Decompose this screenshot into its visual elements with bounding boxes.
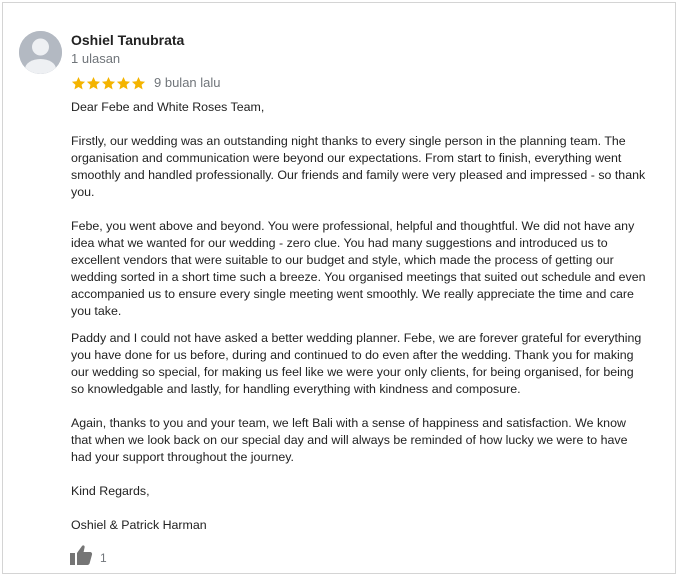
default-user-avatar-icon — [19, 31, 62, 74]
review-line: Firstly, our wedding was an outstanding night thanks to every single person in the planning team. The — [71, 134, 626, 148]
star-icon — [86, 76, 101, 91]
review-paragraph — [71, 330, 671, 398]
review-line: our wedding so special, for making us feel like we were your only clients, for being organised, for being — [71, 365, 634, 379]
thumbs-up-icon[interactable] — [69, 544, 93, 566]
review-closing: Kind Regards, — [71, 484, 150, 498]
review-text — [71, 99, 671, 534]
star-icon — [101, 76, 116, 91]
review-greeting: Dear Febe and White Roses Team, — [71, 100, 265, 114]
star-icon — [131, 76, 146, 91]
review-date: 9 bulan lalu — [154, 75, 221, 90]
review-line: wedding sorted in a short time such a breeze. You organised meetings that suited out schedule and even — [71, 270, 646, 284]
review-paragraph — [71, 415, 671, 466]
star-rating — [71, 76, 146, 91]
star-icon — [71, 76, 86, 91]
reviewer-name[interactable]: Oshiel Tanubrata — [71, 32, 185, 48]
review-paragraph — [71, 133, 671, 201]
reviewer-review-count[interactable]: 1 ulasan — [71, 51, 121, 66]
review-line: you take. — [71, 304, 122, 318]
like-button[interactable] — [69, 543, 107, 567]
review-line: smoothly and handled professionally. Our friends and family were very pleased and impressed - so thank — [71, 168, 646, 182]
review-line: that when we look back on our special day and will always be reminded of how lucky we were to have — [71, 433, 628, 447]
review-card — [2, 2, 676, 574]
review-line: organisation and communication were beyond our expectations. From start to finish, everything went — [71, 151, 622, 165]
like-count: 1 — [100, 551, 107, 565]
review-paragraph — [71, 218, 671, 320]
review-signature: Oshiel & Patrick Harman — [71, 518, 207, 532]
review-line: excellent vendors that were suitable to our budget and style, which made the process of getting our — [71, 253, 614, 267]
review-line: Paddy and I could not have asked a better wedding planner. Febe, we are forever grateful for everything — [71, 331, 642, 345]
rating-row — [71, 74, 221, 92]
star-icon — [116, 76, 131, 91]
review-line: Febe, you went above and beyond. You were professional, helpful and thoughtful. We did not have any — [71, 219, 635, 233]
review-line: you have done for us before, during and continued to do even after the wedding. Thank you for making — [71, 348, 634, 362]
review-line: you. — [71, 185, 95, 199]
review-line: Again, thanks to you and your team, we left Bali with a sense of happiness and satisfaction. We know — [71, 416, 626, 430]
review-line: idea what we wanted for our wedding - zero clue. You had many suggestions and introduced us to — [71, 236, 608, 250]
reviewer-avatar[interactable] — [19, 31, 62, 74]
review-line: had your support throughout the journey. — [71, 450, 294, 464]
review-line: accompanied us to ensure every single meeting went smoothly. We really appreciate the time and care — [71, 287, 634, 301]
review-line: so knowledgable and lastly, for handling everything with kindness and composure. — [71, 382, 521, 396]
